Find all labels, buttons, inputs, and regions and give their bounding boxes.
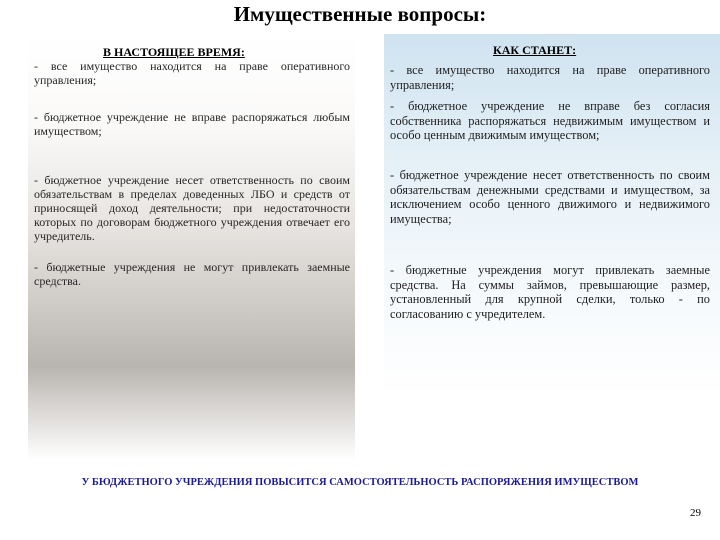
future-item-4: - бюджетные учреждения могут привлекать заемные средства. На суммы займов, превышающие размер, установленный для крупной сделки, только - по согласованию с учредителем. xyxy=(390,263,710,321)
current-item-2: - бюджетное учреждение не вправе распоряжаться любым имуществом; xyxy=(34,110,350,138)
slide-title: Имущественные вопросы: xyxy=(233,2,487,26)
future-item-2: - бюджетное учреждение не вправе без согласия собственника распоряжаться недвижимым имуществом и особо ценным движимым имуществом; xyxy=(390,99,710,143)
future-item-1: - все имущество находится на праве оперативного управления; xyxy=(390,63,710,92)
current-item-3: - бюджетное учреждение несет ответственность по своим обязательствам в пределах доведенных ЛБО и средств от приносящей доход деятельности; при недостаточности которых по договорам бюджетного учреждения отвечает его учредитель. xyxy=(34,173,350,243)
current-state-heading: В НАСТОЯЩЕЕ ВРЕМЯ: xyxy=(103,45,245,59)
current-item-4: - бюджетные учреждения не могут привлекать заемные средства. xyxy=(34,260,350,288)
page-number: 29 xyxy=(690,507,701,519)
conclusion-banner: У БЮДЖЕТНОГО УЧРЕЖДЕНИЯ ПОВЫСИТСЯ САМОСТОЯТЕЛЬНОСТЬ РАСПОРЯЖЕНИЯ ИМУЩЕСТВОМ xyxy=(81,477,639,488)
current-item-1: - все имущество находится на праве оперативного управления; xyxy=(34,59,350,87)
future-state-heading: КАК СТАНЕТ: xyxy=(493,43,577,57)
left-panel-background xyxy=(28,34,355,460)
future-item-3: - бюджетное учреждение несет ответственность по своим обязательствам денежными средствами и имуществом, за исключением особо ценного движимого и недвижимого имущества; xyxy=(390,168,710,226)
right-panel-background xyxy=(384,34,720,460)
